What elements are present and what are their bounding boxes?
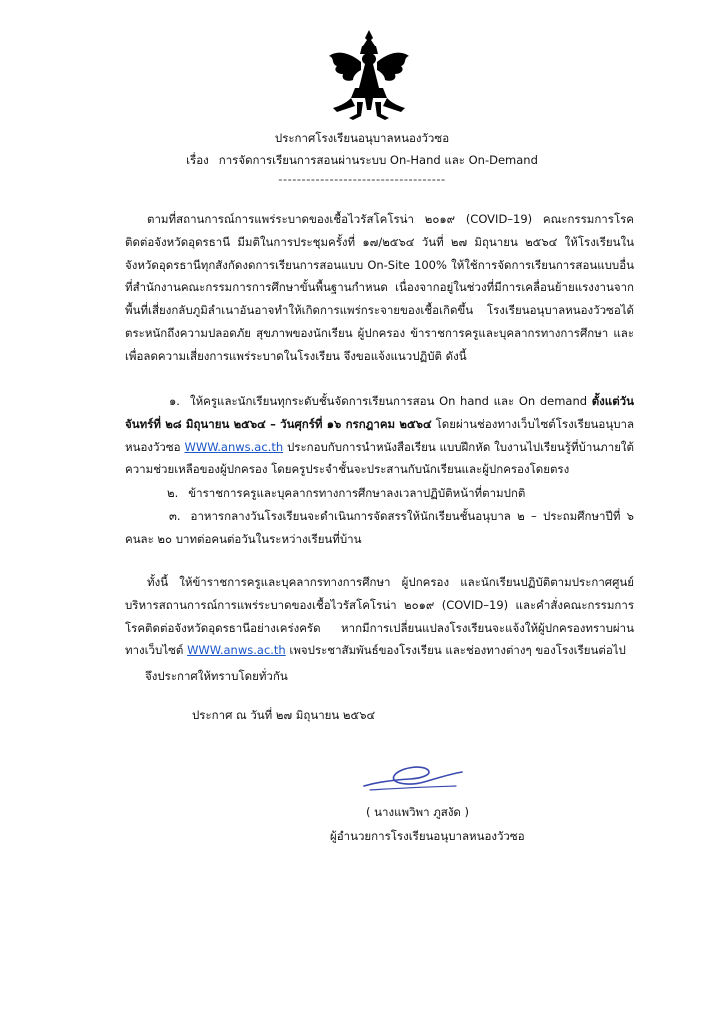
list-item-1 [125,390,634,481]
garuda-emblem-icon [327,28,411,124]
announcement-date: ประกาศ ณ วันที่ ๒๗ มิถุนายน ๒๕๖๔ [192,708,376,722]
closing-paragraph [125,571,634,662]
item-number: ๑. [169,394,180,408]
signer-position: ผู้อำนวยการโรงเรียนอนุบาลหนองวัวซอ [330,829,525,843]
subject-label: เรื่อง [186,153,209,167]
item-number: ๒. [167,486,179,500]
website-link[interactable]: WWW.anws.ac.th [184,439,284,454]
item-number: ๓. [169,509,181,523]
subject-text: การจัดการเรียนการสอนผ่านระบบ On-Hand และ On-Demand [218,153,538,167]
final-line: จึงประกาศให้ทราบโดยทั่วกัน [145,669,288,683]
closing-text: ทั้งนี้ ให้ข้าราชการครูและบุคลากรทางการศึกษา ผู้ปกครอง และนักเรียนปฏิบัติตามประกาศศูนย์บริหารสถานการณ์การแพร่ระบาดของเชื้อไวรัสโคโรน่า ๒๐๑๙ (COVID–19) และคำสั่งคณะกรรมการโรคติดต่อจังหวัดอุดรธานีอย่างเคร่งครัด หากมีการเปลี่ยนแปลงโรงเรียนจะแจ้งให้ผู้ปกครองทราบผ่านทางเว็บไซต์ [125,575,634,658]
announcement-title: ประกาศโรงเรียนอนุบาลหนองวัวซอ [274,131,450,145]
intro-paragraph: ตามที่สถานการณ์การแพร่ระบาดของเชื้อไวรัสโคโรน่า ๒๐๑๙ (COVID–19) คณะกรรมการโรคติดต่อจังหวัดอุดรธานี มีมติในการประชุมครั้งที่ ๑๗/๒๕๖๔ วันที่ ๒๗ มิถุนายน ๒๕๖๔ ให้โรงเรียนในจังหวัดอุดรธานีทุกสังกัดงดการเรียนการสอนแบบ On-Site 100% ให้ใช้การจัดการเรียนการสอนแบบอื่นที่สำนักงานคณะกรรมการการศึกษาขั้นพื้นฐานกำหนด เนื่องจากอยู่ในช่วงที่มีการเคลื่อนย้ายแรงงานจากพื้นที่เสี่ยงกลับภูมิลำเนาอันอาจทำให้เกิดการแพร่กระจายของเชื้อเกิดขึ้น โรงเรียนอนุบาลหนองวัวซอได้ตระหนักถึงความปลอดภัย สุขภาพของนักเรียน ผู้ปกครอง ข้าราชการครูและบุคลากรทางการศึกษา และเพื่อลดความเสี่ยงการแพร่ระบาดในโรงเรียน จึงขอแจ้งแนวปฏิบัติ ดังนี้ [125,212,634,363]
item-text: โดยผ่านช่องทางเว็บไซต์โรงเรียนอนุบาลหนองวัวซอ [125,416,634,454]
website-link[interactable]: WWW.anws.ac.th [187,643,286,658]
item-text: ข้าราชการครูและบุคลากรทางการศึกษาลงเวลาปฏิบัติหน้าที่ตามปกติ [188,486,526,500]
list-item-3 [125,505,634,551]
signature-icon [358,752,466,800]
list-item-2 [167,482,634,505]
item-bold-dates: ตั้งแต่วันจันทร์ที่ ๒๘ มิถุนายน ๒๕๖๔ – วันศุกร์ที่ ๑๖ กรกฎาคม ๒๕๖๔ [125,394,634,431]
title-divider: ------------------------------------ [278,172,446,186]
item-text: ให้ครูและนักเรียนทุกระดับชั้นจัดการเรียนการสอน On hand และ On demand [189,394,588,408]
item-text: อาหารกลางวันโรงเรียนจะดำเนินการจัดสรรให้นักเรียนชั้นอนุบาล ๒ – ประถมศึกษาปีที่ ๖ คนละ ๒๐ บาทต่อคนต่อวันในระหว่างเรียนที่บ้าน [125,509,634,546]
signer-name: ( นางแพวิพา ภูสงัด ) [366,805,470,819]
closing-text: เพจประชาสัมพันธ์ของโรงเรียน และช่องทางต่างๆ ของโรงเรียนต่อไป [289,643,626,658]
item-text: ประกอบกับการนำหนังสือเรียน แบบฝึกหัด ใบงานไปเรียนรู้ที่บ้านภายใต้ความช่วยเหลือของผู้ปกครอง โดยครูประจำชั้นจะประสานกับนักเรียนและผู้ปกครองโดยตรง [125,439,635,477]
